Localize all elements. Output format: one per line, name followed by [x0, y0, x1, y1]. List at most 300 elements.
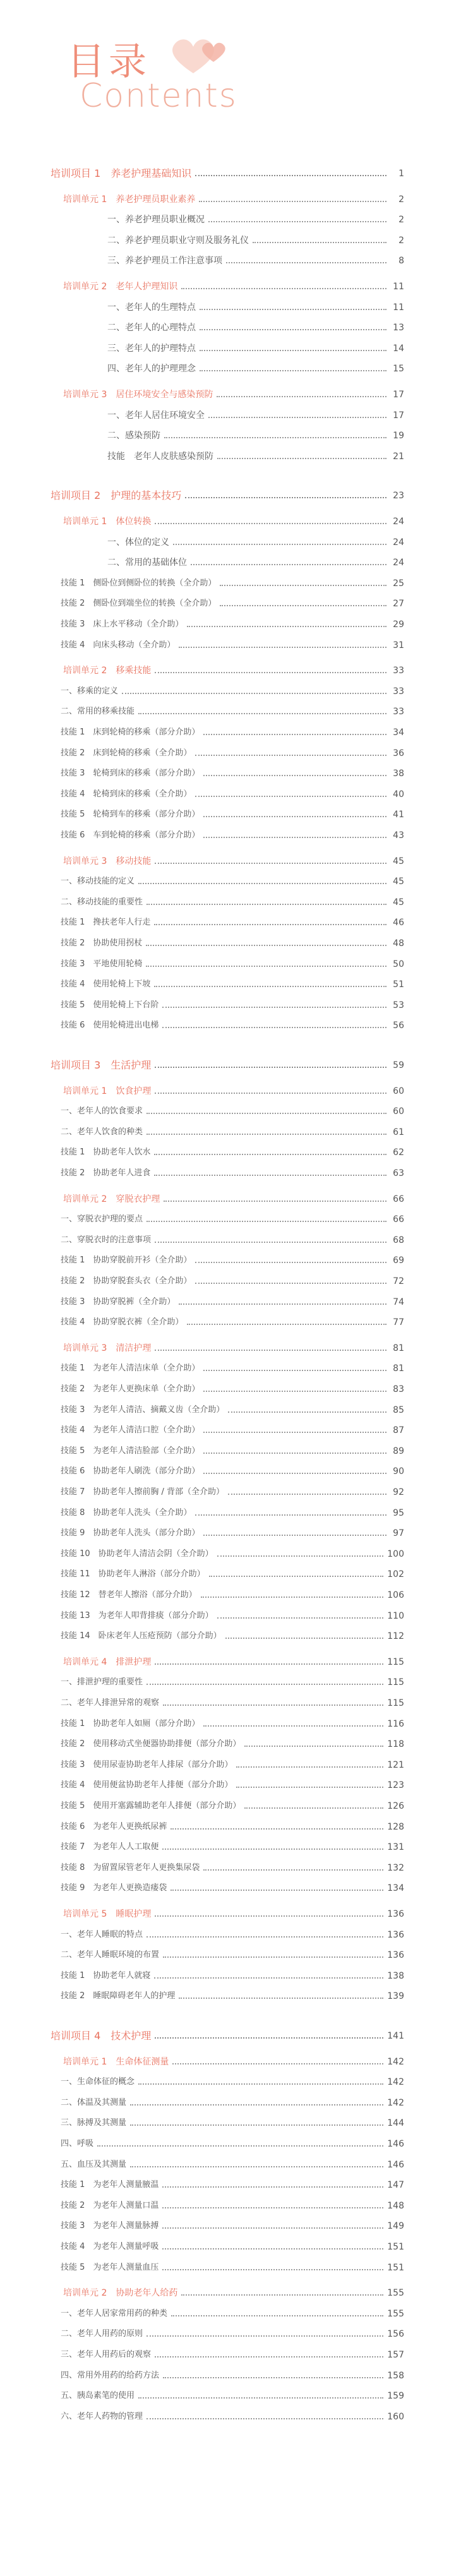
toc-entry[interactable] — [61, 2074, 404, 2088]
toc-entry-label: 一、排泄护理的重要性 — [61, 1677, 143, 1687]
toc-entry-page: 110 — [387, 1611, 404, 1621]
toc-entry-page: 66 — [393, 1214, 404, 1225]
toc-entry-label: 技能 1 协助老年人如厕（部分介助） — [61, 1719, 200, 1728]
page-title: 目录 — [67, 40, 150, 84]
toc-entry-page: 56 — [393, 1021, 404, 1031]
toc-entry-label: 技能 1 为老年人测量腋温 — [61, 2180, 159, 2190]
toc-leader-dots — [208, 221, 386, 222]
toc-entry-label: 技能 3 床上水平移动（全介助） — [61, 620, 184, 629]
toc-entry-label: 二、穿脱衣时的注意事项 — [61, 1235, 152, 1245]
toc-leader-dots — [154, 1154, 386, 1155]
toc-leader-dots — [179, 1303, 386, 1305]
toc-leader-dots — [228, 1411, 386, 1413]
toc-entry-label: 技能 4 向床头移动（全介助） — [61, 640, 176, 650]
toc-entry-label: 技能 3 协助穿脱裤（全介助） — [61, 1297, 176, 1307]
toc-entry[interactable] — [61, 1124, 404, 1138]
toc-entry-label: 四、常用外用药的给药方法 — [61, 2371, 160, 2380]
toc-leader-dots — [164, 1201, 386, 1202]
toc-entry-page: 48 — [393, 938, 404, 949]
toc-entry-page: 13 — [393, 323, 404, 333]
toc-entry[interactable] — [61, 1484, 404, 1498]
toc-entry[interactable] — [61, 1252, 404, 1266]
toc-entry[interactable] — [61, 2347, 404, 2361]
toc-entry-label: 技能 老年人皮肤感染预防 — [107, 452, 213, 462]
toc-entry-page: 136 — [387, 1930, 404, 1940]
toc-entry-label: 四、呼吸 — [61, 2139, 94, 2148]
toc-entry-page: 38 — [393, 769, 404, 779]
toc-entry-page: 116 — [387, 1719, 404, 1729]
page-subtitle: Contents — [80, 77, 237, 115]
toc-entry[interactable] — [63, 1340, 404, 1354]
toc-entry[interactable] — [61, 786, 404, 800]
toc-entry-label: 技能 6 协助老年人刷洗（部分介助） — [61, 1466, 200, 1476]
toc-entry[interactable] — [61, 2326, 404, 2340]
toc-entry-label: 二、老年人饮食的种类 — [61, 1127, 143, 1137]
toc-entry-page: 146 — [387, 2160, 404, 2170]
toc-entry-label: 技能 2 协助穿脱套头衣（全介助） — [61, 1276, 192, 1286]
toc-entry[interactable] — [63, 1083, 404, 1097]
toc-entry[interactable] — [61, 745, 404, 759]
toc-entry[interactable] — [63, 279, 404, 292]
toc-entry-page: 11 — [393, 303, 404, 313]
toc-entry[interactable] — [61, 1546, 404, 1560]
toc-entry[interactable] — [61, 2177, 404, 2191]
toc-entry-label: 三、老年人用药后的观察 — [61, 2350, 152, 2359]
toc-leader-dots — [181, 288, 386, 289]
toc-entry-page: 159 — [387, 2391, 404, 2401]
toc-leader-dots — [181, 2294, 383, 2296]
toc-entry[interactable] — [61, 997, 404, 1011]
toc-entry-label: 技能 1 协助老年人就寝 — [61, 1971, 151, 1980]
toc-entry[interactable] — [61, 1443, 404, 1457]
toc-entry-label: 二、老年人用药的原则 — [61, 2329, 143, 2339]
toc-entry[interactable] — [61, 956, 404, 970]
toc-entry-label: 培训单元 1 生命体征测量 — [63, 2057, 169, 2067]
toc-entry-page: 147 — [387, 2180, 404, 2190]
toc-entry[interactable] — [61, 1988, 404, 2002]
toc-entry-label: 培训单元 2 老年人护理知识 — [63, 282, 178, 292]
toc-leader-dots — [146, 966, 386, 967]
toc-leader-dots — [203, 837, 386, 838]
toc-entry-page: 25 — [393, 578, 404, 589]
toc-leader-dots — [162, 2269, 383, 2270]
toc-entry-label: 技能 4 使用轮椅上下坡 — [61, 979, 151, 989]
toc-entry[interactable] — [107, 232, 404, 246]
toc-entry-page: 118 — [387, 1739, 404, 1749]
toc-entry-label: 技能 9 为老年人更换造瘘袋 — [61, 1883, 167, 1893]
toc-leader-dots — [154, 986, 386, 987]
toc-entry[interactable] — [107, 361, 404, 374]
toc-entry[interactable] — [61, 1314, 404, 1328]
toc-entry-label: 培训单元 5 睡眠护理 — [63, 1909, 152, 1919]
toc-entry-label: 二、老年人的心理特点 — [107, 323, 196, 333]
toc-entry-page: 158 — [387, 2371, 404, 2381]
toc-entry[interactable] — [63, 513, 404, 527]
toc-entry-label: 一、老年人睡眠的特点 — [61, 1930, 143, 1939]
toc-entry[interactable] — [61, 596, 404, 609]
toc-entry[interactable] — [63, 1654, 404, 1668]
toc-leader-dots — [171, 1828, 383, 1830]
toc-entry[interactable] — [107, 448, 404, 462]
toc-entry-page: 14 — [393, 344, 404, 354]
toc-leader-dots — [162, 2227, 383, 2229]
toc-entry-page: 121 — [387, 1760, 404, 1770]
toc-entry-label: 技能 14 卧床老年人压疮预防（部分介助） — [61, 1631, 222, 1641]
toc-entry-page: 115 — [387, 1698, 404, 1708]
toc-leader-dots — [97, 2145, 383, 2147]
toc-leader-dots — [155, 2356, 383, 2357]
toc-leader-dots — [185, 497, 386, 498]
toc-entry[interactable] — [63, 662, 404, 676]
toc-leader-dots — [146, 945, 386, 946]
toc-entry[interactable] — [61, 976, 404, 990]
toc-entry[interactable] — [61, 1422, 404, 1436]
toc-leader-dots — [203, 1370, 386, 1371]
toc-entry-label: 一、老年人的生理特点 — [107, 303, 196, 313]
toc-entry[interactable] — [61, 1103, 404, 1117]
toc-entry-page: 155 — [387, 2309, 404, 2319]
toc-entry[interactable] — [61, 1294, 404, 1308]
toc-entry[interactable] — [107, 320, 404, 333]
toc-leader-dots — [195, 175, 386, 176]
toc-entry-label: 四、老年人的护理理念 — [107, 364, 196, 374]
toc-entry[interactable] — [51, 1057, 404, 1071]
toc-entry-page: 33 — [393, 707, 404, 717]
toc-leader-dots — [217, 1617, 384, 1619]
toc-entry-page: 8 — [398, 256, 404, 266]
toc-entry[interactable] — [61, 683, 404, 697]
toc-leader-dots — [147, 2418, 383, 2419]
toc-header — [67, 25, 332, 115]
toc-leader-dots — [147, 1684, 383, 1685]
toc-leader-dots — [122, 693, 386, 694]
toc-entry-page: 149 — [387, 2221, 404, 2231]
toc-entry-page: 146 — [387, 2139, 404, 2149]
toc-entry-page: 2 — [398, 236, 404, 246]
toc-entry[interactable] — [61, 2198, 404, 2212]
toc-entry[interactable] — [61, 894, 404, 908]
toc-entry[interactable] — [61, 2115, 404, 2129]
toc-entry-label: 技能 2 睡眠障碍老年人的护理 — [61, 1991, 176, 2001]
toc-entry[interactable] — [61, 765, 404, 779]
toc-entry[interactable] — [61, 616, 404, 630]
toc-entry-page: 151 — [387, 2242, 404, 2252]
toc-entry[interactable] — [107, 534, 404, 548]
toc-leader-dots — [162, 1848, 383, 1850]
toc-entry-page: 63 — [393, 1168, 404, 1178]
toc-entry[interactable] — [61, 2388, 404, 2402]
toc-leader-dots — [200, 309, 386, 310]
toc-entry-page: 27 — [393, 599, 404, 609]
toc-entry-page: 24 — [393, 558, 404, 568]
toc-entry[interactable] — [51, 488, 404, 501]
toc-leader-dots — [163, 2377, 383, 2378]
toc-entry[interactable] — [61, 914, 404, 928]
toc-entry-label: 技能 8 为留置尿管老年人更换集尿袋 — [61, 1863, 200, 1872]
toc-entry-page: 40 — [393, 789, 404, 800]
toc-entry-page: 115 — [387, 1657, 404, 1667]
toc-entry[interactable] — [61, 1566, 404, 1580]
toc-entry-page: 87 — [393, 1425, 404, 1435]
toc-entry[interactable] — [61, 2409, 404, 2423]
toc-entry-page: 53 — [393, 1000, 404, 1010]
toc-entry[interactable] — [61, 704, 404, 717]
toc-entry-page: 19 — [393, 431, 404, 441]
toc-leader-dots — [162, 2207, 383, 2208]
toc-entry-label: 技能 3 为老年人测量脉搏 — [61, 2221, 159, 2231]
toc-entry-page: 136 — [387, 1950, 404, 1960]
toc-entry-label: 二、老年人睡眠环境的布置 — [61, 1950, 160, 1960]
toc-entry[interactable] — [61, 1232, 404, 1246]
toc-entry[interactable] — [61, 1860, 404, 1874]
toc-leader-dots — [203, 734, 386, 735]
toc-leader-dots — [154, 1175, 386, 1176]
toc-entry-page: 43 — [393, 830, 404, 841]
toc-entry-label: 技能 5 轮椅到车的移乘（部分介助） — [61, 810, 200, 819]
toc-leader-dots — [163, 1704, 383, 1706]
toc-leader-dots — [203, 1473, 386, 1474]
toc-entry-page: 89 — [393, 1446, 404, 1456]
toc-leader-dots — [179, 1998, 383, 1999]
toc-entry-page: 141 — [387, 2031, 404, 2041]
toc-leader-dots — [236, 1766, 383, 1768]
toc-entry-label: 一、老年人的饮食要求 — [61, 1106, 143, 1116]
toc-entry[interactable] — [61, 2306, 404, 2320]
toc-entry[interactable] — [61, 1144, 404, 1158]
toc-entry-page: 142 — [387, 2077, 404, 2087]
toc-entry[interactable] — [61, 1736, 404, 1750]
toc-leader-dots — [163, 1956, 383, 1958]
toc-entry-page: 17 — [393, 410, 404, 421]
toc-entry[interactable] — [61, 935, 404, 949]
toc-entry-label: 技能 1 侧卧位到侧卧位的转换（全介助） — [61, 578, 217, 588]
toc-entry-label: 技能 3 平地使用轮椅 — [61, 959, 143, 969]
toc-entry[interactable] — [63, 2285, 404, 2299]
toc-entry[interactable] — [61, 1608, 404, 1622]
toc-entry[interactable] — [61, 2095, 404, 2109]
toc-entry-page: 60 — [393, 1086, 404, 1096]
toc-entry-label: 培训单元 2 协助老年人给药 — [63, 2288, 178, 2298]
toc-entry[interactable] — [61, 1968, 404, 1982]
toc-leader-dots — [203, 1535, 386, 1536]
toc-leader-dots — [187, 626, 386, 627]
toc-entry-page: 155 — [387, 2288, 404, 2298]
toc-entry[interactable] — [63, 386, 404, 400]
toc-entry[interactable] — [61, 1880, 404, 1894]
toc-leader-dots — [147, 1221, 386, 1222]
toc-entry[interactable] — [61, 1947, 404, 1961]
toc-entry[interactable] — [61, 1402, 404, 1416]
toc-entry-label: 技能 7 协助老年人擦前胸 / 背部（全介助） — [61, 1487, 225, 1497]
toc-entry[interactable] — [63, 853, 404, 867]
toc-entry-page: 2 — [398, 195, 404, 205]
toc-entry[interactable] — [61, 1505, 404, 1519]
toc-entry[interactable] — [61, 2368, 404, 2381]
toc-entry[interactable] — [61, 1525, 404, 1539]
toc-entry-label: 技能 10 协助老年人清洁会阴（全介助） — [61, 1549, 213, 1559]
toc-entry-page: 81 — [393, 1363, 404, 1374]
toc-entry[interactable] — [61, 1798, 404, 1812]
toc-entry[interactable] — [61, 1777, 404, 1791]
toc-entry[interactable] — [61, 1674, 404, 1688]
toc-entry-page: 148 — [387, 2201, 404, 2211]
toc-entry-label: 一、穿脱衣护理的要点 — [61, 1214, 143, 1224]
toc-entry[interactable] — [61, 2239, 404, 2253]
toc-entry-label: 技能 7 为老年人人工取便 — [61, 1842, 159, 1852]
toc-entry-page: 132 — [387, 1863, 404, 1873]
toc-entry-label: 培训单元 1 养老护理员职业素养 — [63, 195, 196, 205]
toc-entry[interactable] — [61, 1628, 404, 1642]
toc-entry[interactable] — [61, 1757, 404, 1771]
toc-entry-page: 33 — [393, 666, 404, 676]
toc-entry-page: 156 — [387, 2329, 404, 2339]
toc-entry-page: 41 — [393, 810, 404, 820]
toc-entry-page: 45 — [393, 856, 404, 866]
toc-entry[interactable] — [63, 1906, 404, 1920]
toc-entry-page: 36 — [393, 748, 404, 758]
toc-entry-label: 培训单元 1 体位转换 — [63, 517, 152, 527]
toc-entry-label: 技能 6 使用轮椅进出电梯 — [61, 1021, 159, 1030]
toc-entry-label: 二、常用的移乘技能 — [61, 707, 135, 716]
toc-entry-label: 技能 6 车到轮椅的移乘（部分介助） — [61, 830, 200, 840]
toc-entry-label: 二、老年人排泄异常的观察 — [61, 1698, 160, 1708]
toc-entry[interactable] — [107, 554, 404, 568]
toc-entry[interactable] — [61, 1211, 404, 1225]
toc-leader-dots — [173, 544, 386, 545]
toc-entry-label: 五、胰岛素笔的使用 — [61, 2391, 135, 2400]
toc-entry-page: 33 — [393, 686, 404, 697]
toc-entry[interactable] — [61, 1273, 404, 1287]
toc-entry[interactable] — [61, 575, 404, 589]
toc-entry[interactable] — [61, 724, 404, 738]
toc-entry-label: 技能 13 为老年人叩背排痰（部分介助） — [61, 1611, 213, 1620]
toc-entry[interactable] — [107, 407, 404, 421]
toc-entry-page: 68 — [393, 1235, 404, 1245]
toc-entry-page: 15 — [393, 364, 404, 374]
toc-entry-label: 技能 4 为老年人测量呼吸 — [61, 2242, 159, 2251]
toc-entry-label: 培训单元 4 排泄护理 — [63, 1657, 152, 1667]
toc-entry-label: 技能 3 为老年人清洁、摘戴义齿（全介助） — [61, 1405, 225, 1415]
toc-entry-label: 技能 2 协助老年人进食 — [61, 1168, 151, 1178]
toc-entry-page: 24 — [393, 517, 404, 527]
toc-entry-label: 二、感染预防 — [107, 431, 160, 441]
toc-entry[interactable] — [107, 299, 404, 313]
toc-leader-dots — [195, 1262, 386, 1263]
toc-entry-page: 72 — [393, 1276, 404, 1286]
toc-entry-label: 三、养老护理员工作注意事项 — [107, 256, 222, 266]
toc-entry-page: 74 — [393, 1297, 404, 1307]
toc-leader-dots — [155, 1350, 386, 1351]
toc-entry[interactable] — [107, 428, 404, 441]
toc-entry[interactable] — [61, 1463, 404, 1477]
toc-entry-label: 技能 4 协助穿脱衣裤（全介助） — [61, 1317, 184, 1327]
toc-entry-page: 136 — [387, 1909, 404, 1919]
toc-entry-page: 100 — [387, 1549, 404, 1559]
toc-leader-dots — [138, 713, 386, 714]
toc-entry[interactable] — [51, 165, 404, 179]
toc-leader-dots — [236, 1787, 383, 1788]
toc-leader-dots — [147, 1113, 386, 1114]
toc-entry[interactable] — [51, 2028, 404, 2042]
toc-leader-dots — [220, 605, 386, 606]
toc-entry[interactable] — [61, 2260, 404, 2273]
toc-entry[interactable] — [61, 1587, 404, 1601]
toc-entry-page: 69 — [393, 1255, 404, 1266]
toc-entry[interactable] — [61, 2218, 404, 2232]
toc-entry-page: 95 — [393, 1508, 404, 1518]
toc-entry[interactable] — [61, 637, 404, 651]
toc-entry[interactable] — [107, 253, 404, 267]
toc-leader-dots — [195, 1283, 386, 1284]
toc-entry-label: 技能 2 侧卧位到端坐位的转换（全介助） — [61, 599, 217, 608]
toc-entry-page: 151 — [387, 2263, 404, 2273]
toc-entry-label: 技能 3 使用尿壶协助老年人排尿（部分介助） — [61, 1760, 233, 1770]
toc-entry[interactable] — [107, 212, 404, 225]
toc-entry-label: 一、老年人居家常用药的种类 — [61, 2309, 168, 2318]
toc-entry-page: 81 — [393, 1343, 404, 1353]
toc-entry-label: 技能 2 协助使用拐杖 — [61, 938, 143, 948]
toc-leader-dots — [220, 585, 386, 586]
toc-entry-label: 技能 5 使用开塞露辅助老年人排便（部分介助） — [61, 1801, 241, 1811]
toc-entry-label: 技能 5 为老年人清洁脸部（全介助） — [61, 1446, 200, 1456]
toc-leader-dots — [162, 1027, 386, 1028]
toc-leader-dots — [200, 350, 386, 351]
toc-entry-page: 131 — [387, 1842, 404, 1852]
toc-leader-dots — [155, 2037, 383, 2039]
toc-entry[interactable] — [61, 806, 404, 820]
toc-entry-page: 2 — [398, 215, 404, 225]
toc-leader-dots — [155, 1242, 386, 1243]
toc-entry[interactable] — [63, 2054, 404, 2068]
toc-entry[interactable] — [107, 340, 404, 354]
toc-leader-dots — [155, 863, 386, 864]
toc-leader-dots — [155, 1067, 386, 1068]
toc-leader-dots — [208, 417, 386, 418]
toc-entry-label: 技能 1 搀扶老年人行走 — [61, 918, 151, 927]
toc-entry[interactable] — [61, 873, 404, 887]
toc-entry-label: 技能 1 协助穿脱前开衫（全介助） — [61, 1255, 192, 1265]
toc-entry-label: 技能 12 替老年人擦浴（部分介助） — [61, 1590, 197, 1600]
toc-entry[interactable] — [61, 1927, 404, 1941]
toc-entry[interactable] — [63, 1191, 404, 1205]
toc-leader-dots — [164, 437, 386, 438]
toc-entry-label: 技能 5 使用轮椅上下台阶 — [61, 1000, 159, 1010]
toc-entry-page: 112 — [387, 1631, 404, 1641]
toc-entry[interactable] — [61, 1360, 404, 1374]
toc-leader-dots — [147, 2335, 383, 2337]
toc-entry-page: 21 — [393, 452, 404, 462]
toc-entry[interactable] — [61, 1819, 404, 1833]
toc-leader-dots — [203, 1869, 383, 1871]
toc-entry[interactable] — [61, 1716, 404, 1730]
toc-entry[interactable] — [61, 1695, 404, 1709]
toc-entry[interactable] — [61, 1165, 404, 1179]
toc-entry[interactable] — [61, 1017, 404, 1031]
toc-leader-dots — [138, 2083, 383, 2085]
toc-leader-dots — [154, 924, 386, 925]
toc-entry[interactable] — [63, 191, 404, 205]
toc-entry-label: 培训项目 1 养老护理基础知识 — [51, 167, 192, 179]
toc-entry[interactable] — [61, 827, 404, 841]
toc-entry[interactable] — [61, 2157, 404, 2171]
toc-entry[interactable] — [61, 1381, 404, 1395]
toc-entry[interactable] — [61, 2136, 404, 2150]
toc-leader-dots — [155, 523, 386, 524]
toc-entry[interactable] — [61, 1839, 404, 1853]
toc-entry-label: 技能 4 使用便盆协助老年人排便（部分介助） — [61, 1780, 233, 1790]
toc-entry-label: 培训单元 3 清洁护理 — [63, 1343, 152, 1353]
toc-entry-label: 一、养老护理员职业概况 — [107, 215, 205, 225]
